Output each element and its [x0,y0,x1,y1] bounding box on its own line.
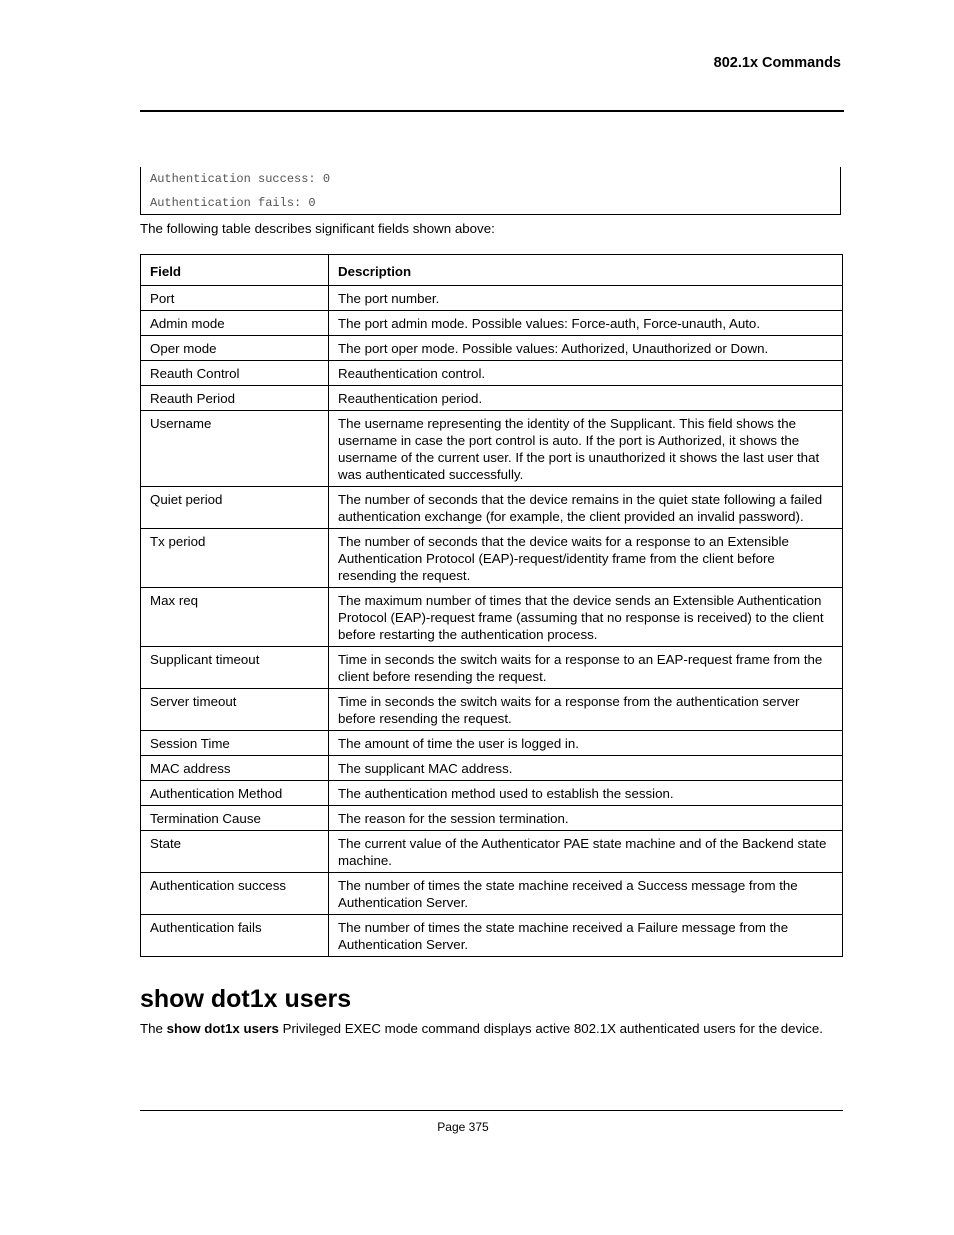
field-cell: Authentication success [141,873,329,915]
code-line: Authentication success: 0 [150,172,331,186]
description-cell: Time in seconds the switch waits for a response from the authentication server before resending the request. [329,689,843,731]
description-cell: The supplicant MAC address. [329,756,843,781]
description-cell: The amount of time the user is logged in. [329,731,843,756]
table-row [141,781,843,806]
description-cell: Time in seconds the switch waits for a response to an EAP-request frame from the client before resending the request. [329,647,843,689]
description-cell: The port number. [329,286,843,311]
fields-table [140,254,843,957]
description-cell: The number of seconds that the device remains in the quiet state following a failed authentication exchange (for example, the client provided an invalid password). [329,487,843,529]
field-cell: Authentication Method [141,781,329,806]
page-number: Page 375 [437,1120,489,1134]
description-cell: The number of seconds that the device waits for a response to an Extensible Authentication Protocol (EAP)-request/identity frame from the client before resending the request. [329,529,843,588]
description-cell: The number of times the state machine received a Success message from the Authentication Server. [329,873,843,915]
column-header-description: Description [329,255,843,286]
description-cell: The username representing the identity of the Supplicant. This field shows the username in case the port control is auto. If the port is Authorized, it shows the username of the current user. If the port is unauthorized it shows the last user that was authenticated successfully. [329,411,843,487]
table-row [141,756,843,781]
description-cell: The current value of the Authenticator PAE state machine and of the Backend state machine. [329,831,843,873]
table-row [141,336,843,361]
description-cell: The port oper mode. Possible values: Authorized, Unauthorized or Down. [329,336,843,361]
section-title: show dot1x users [140,985,352,1013]
footer-rule [140,1110,843,1111]
header-rule [140,110,844,112]
table-row [141,487,843,529]
table-row [141,647,843,689]
field-cell: Quiet period [141,487,329,529]
code-line: Authentication fails: 0 [150,196,316,210]
table-row [141,731,843,756]
table-row [141,411,843,487]
table-row [141,806,843,831]
field-cell: Session Time [141,731,329,756]
field-cell: Tx period [141,529,329,588]
field-cell: Termination Cause [141,806,329,831]
table-row [141,588,843,647]
section-body-suffix: Privileged EXEC mode command displays active 802.1X authenticated users for the device. [278,1021,823,1036]
section-body-prefix: The [140,1021,167,1036]
table-row [141,831,843,873]
section-body-command: show dot1x users [166,1021,279,1036]
description-cell: Reauthentication control. [329,361,843,386]
table-row [141,286,843,311]
field-cell: Oper mode [141,336,329,361]
field-cell: Server timeout [141,689,329,731]
field-cell: Reauth Control [141,361,329,386]
description-cell: The authentication method used to establish the session. [329,781,843,806]
table-body [141,286,843,957]
column-header-field: Field [141,255,329,286]
table-row [141,529,843,588]
field-cell: MAC address [141,756,329,781]
description-cell: Reauthentication period. [329,386,843,411]
table-row [141,873,843,915]
field-cell: Port [141,286,329,311]
table-row [141,689,843,731]
field-cell: Max req [141,588,329,647]
table-header-row [141,255,843,286]
description-cell: The number of times the state machine received a Failure message from the Authentication Server. [329,915,843,957]
code-block [140,167,841,215]
header-title: 802.1x Commands [713,55,841,71]
field-cell: Supplicant timeout [141,647,329,689]
table-row [141,386,843,411]
field-cell: Authentication fails [141,915,329,957]
field-cell: Admin mode [141,311,329,336]
section-body [140,1020,830,1037]
field-cell: State [141,831,329,873]
description-cell: The maximum number of times that the device sends an Extensible Authentication Protocol (EAP)-request frame (assuming that no response is received) to the client before restarting the authentication process. [329,588,843,647]
description-cell: The port admin mode. Possible values: Force-auth, Force-unauth, Auto. [329,311,843,336]
table-row [141,361,843,386]
field-cell: Username [141,411,329,487]
intro-text: The following table describes significant fields shown above: [140,221,495,236]
description-cell: The reason for the session termination. [329,806,843,831]
table-row [141,915,843,957]
field-cell: Reauth Period [141,386,329,411]
table-row [141,311,843,336]
